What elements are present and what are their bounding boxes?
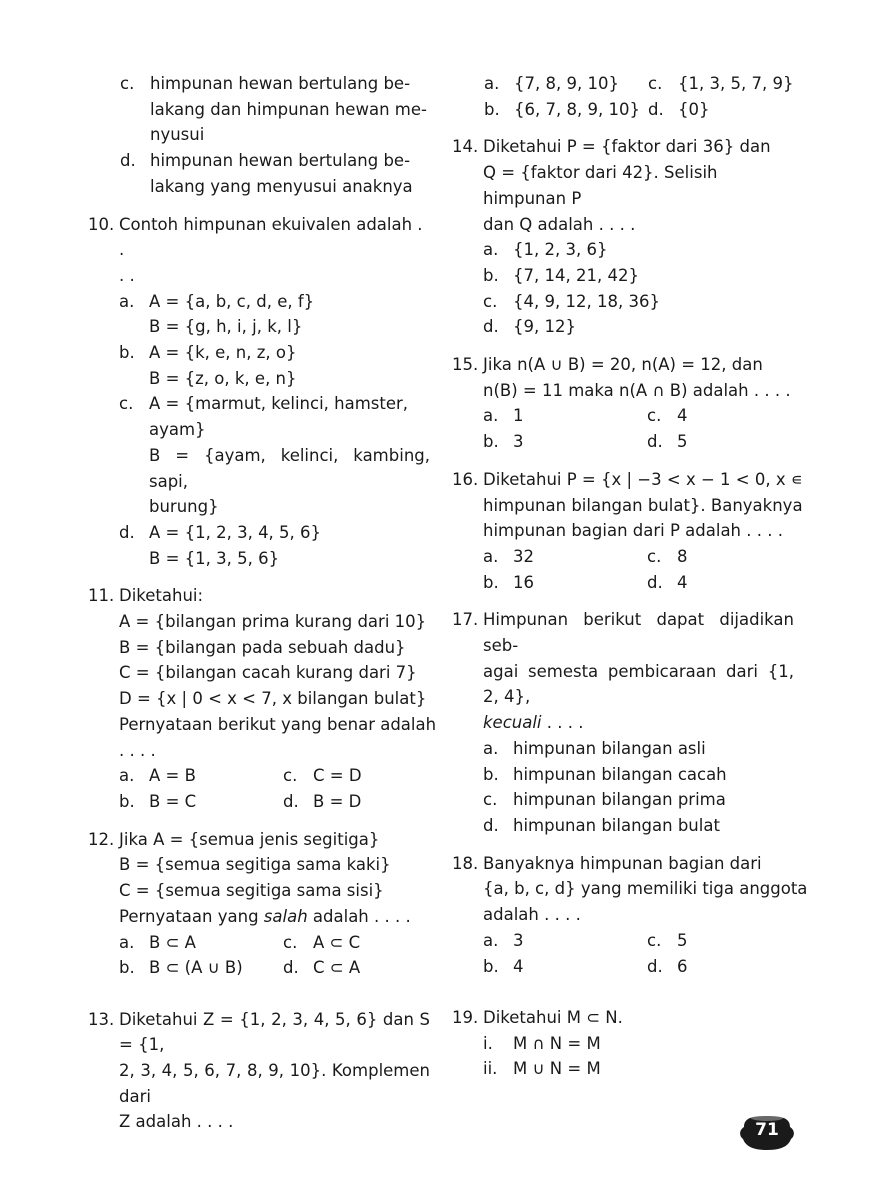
- question-stem: Contoh himpunan ekuivalen adalah . .: [119, 214, 423, 260]
- q10-option-c: [119, 391, 430, 520]
- option-text: {6, 7, 8, 9, 10}: [514, 99, 640, 119]
- question-stem: A = {bilangan prima kurang dari 10}: [119, 612, 427, 632]
- option-letter: d.: [119, 522, 135, 542]
- question-stem: dan Q adalah . . . .: [483, 214, 636, 234]
- option-letter: a.: [119, 932, 135, 952]
- question-stem: 2, 3, 4, 5, 6, 7, 8, 9, 10}. Komplemen dari: [119, 1061, 430, 1106]
- option-letter: d.: [483, 317, 499, 337]
- option-text: 5: [677, 930, 688, 950]
- q15-option-d: [647, 429, 811, 455]
- option-text: B = C: [149, 791, 197, 811]
- question-stem: himpunan bagian dari P adalah . . . .: [483, 521, 783, 541]
- question-number: 19.: [452, 1007, 479, 1027]
- stem-text: . . . .: [541, 713, 584, 733]
- option-text: himpunan bilangan bulat: [513, 815, 720, 835]
- option-letter: c.: [120, 74, 135, 93]
- question-stem: D = {x | 0 < x < 7, x bilangan bulat}: [119, 689, 427, 709]
- question-stem: Banyaknya himpunan bagian dari: [483, 853, 762, 873]
- option-letter: a.: [483, 930, 499, 950]
- q16-option-b: [483, 570, 647, 596]
- q17-option-c: [483, 787, 794, 813]
- question-19: [452, 1005, 794, 1082]
- question-stem: Jika n(A ∪ B) = 20, n(A) = 12, dan: [483, 355, 763, 375]
- question-stem: Jika A = {semua jenis segitiga}: [119, 829, 380, 849]
- option-text: lakang dan himpunan hewan me-: [150, 99, 427, 119]
- option-letter: c.: [647, 406, 662, 426]
- question-number: 18.: [452, 853, 479, 873]
- option-letter: d.: [647, 956, 663, 976]
- q12-option-b: [119, 955, 283, 981]
- option-text: lakang yang menyusui anaknya: [150, 176, 413, 196]
- option-text: C ⊂ A: [313, 958, 361, 978]
- q13-options-row-1: [484, 71, 794, 97]
- q12-options-row-1: [119, 930, 447, 956]
- q14-option-d: [483, 314, 794, 340]
- option-letter: c.: [648, 74, 663, 93]
- option-letter: a.: [483, 546, 499, 566]
- option-text: 4: [677, 406, 688, 426]
- option-text: A = {marmut, kelinci, hamster,: [149, 394, 409, 414]
- option-text: B = {z, o, k, e, n}: [149, 368, 297, 388]
- item-text: M ∪ N = M: [513, 1059, 601, 1079]
- question-10: [88, 212, 430, 572]
- question-stem: C = {bilangan cacah kurang dari 7}: [119, 663, 417, 683]
- q11-option-b: [119, 789, 283, 815]
- option-letter: c.: [647, 930, 662, 950]
- option-letter: b.: [483, 764, 499, 784]
- question-13-options: [484, 71, 794, 122]
- question-stem: C = {semua segitiga sama sisi}: [119, 881, 384, 901]
- question-number: 17.: [452, 610, 479, 630]
- q17-option-b: [483, 762, 794, 788]
- option-text: A ⊂ C: [313, 932, 361, 952]
- option-text: 5: [677, 432, 688, 452]
- page-number-badge: [738, 1112, 796, 1152]
- option-text: burung}: [149, 497, 219, 517]
- question-stem: . .: [119, 265, 135, 285]
- q18-option-c: [647, 928, 811, 954]
- question-stem: Diketahui P = {faktor dari 36} dan: [483, 137, 771, 157]
- q12-option-d: [283, 955, 447, 981]
- question-stem: Q = {faktor dari 42}. Selisih himpunan P: [483, 163, 718, 208]
- option-letter: c.: [483, 790, 498, 810]
- option-letter: c.: [283, 766, 298, 786]
- q14-option-c: [483, 289, 794, 315]
- option-text: B ⊂ (A ∪ B): [149, 958, 243, 978]
- question-stem: Diketahui M ⊂ N.: [483, 1007, 623, 1027]
- q10-option-a: [119, 289, 430, 340]
- q16-option-d: [647, 570, 811, 596]
- question-15: [452, 352, 794, 455]
- q18-option-a: [483, 928, 647, 954]
- question-number: 16.: [452, 469, 479, 489]
- question-stem: n(B) = 11 maka n(A ∩ B) adalah . . . .: [483, 380, 791, 400]
- question-number: 15.: [452, 355, 479, 375]
- option-text: 4: [677, 572, 688, 592]
- right-column: [452, 71, 808, 1082]
- question-number: 11.: [88, 586, 115, 606]
- option-text: A = {a, b, c, d, e, f}: [149, 291, 315, 311]
- q17-option-a: [483, 736, 794, 762]
- option-letter: a.: [119, 291, 135, 311]
- question-17: [452, 607, 794, 838]
- option-text: {9, 12}: [513, 317, 576, 337]
- question-12: [88, 827, 430, 981]
- q12-option-a: [119, 930, 283, 956]
- q16-option-a: [483, 544, 647, 570]
- question-stem: Diketahui P = {x | −3 < x − 1 < 0, x ∊: [483, 469, 803, 489]
- option-letter: d.: [120, 151, 136, 171]
- q13-option-c: [648, 71, 812, 97]
- left-column: [88, 71, 437, 1135]
- question-stem: Himpunan berikut dapat dijadikan seb-: [483, 610, 794, 656]
- option-text: A = {k, e, n, z, o}: [149, 343, 297, 363]
- option-text: 3: [513, 432, 524, 452]
- option-letter: d.: [283, 958, 299, 978]
- question-11: [88, 583, 437, 814]
- question-stem: B = {bilangan pada sebuah dadu}: [119, 637, 406, 657]
- option-text: himpunan hewan bertulang be-: [150, 74, 411, 93]
- q12-options-row-2: [119, 955, 447, 981]
- option-letter: a.: [484, 74, 500, 93]
- q19-item-ii: [483, 1056, 794, 1082]
- option-text: B ⊂ A: [149, 932, 196, 952]
- q9-option-c: [120, 71, 430, 148]
- option-text: 6: [677, 956, 688, 976]
- question-stem: agai semesta pembicaraan dari {1, 2, 4},: [483, 661, 794, 707]
- stem-text: adalah . . . .: [307, 906, 411, 926]
- q13-option-b: [484, 97, 648, 123]
- option-letter: a.: [483, 738, 499, 758]
- question-9-continued: [120, 71, 430, 200]
- q10-option-b: [119, 340, 430, 391]
- option-text: 8: [677, 546, 688, 566]
- option-letter: b.: [119, 958, 135, 978]
- option-text: 4: [513, 956, 524, 976]
- question-14: [452, 134, 794, 340]
- option-text: himpunan bilangan asli: [513, 738, 706, 758]
- option-text: {4, 9, 12, 18, 36}: [513, 291, 660, 311]
- q14-option-a: [483, 237, 794, 263]
- question-18: [452, 851, 808, 980]
- q15-option-c: [647, 403, 811, 429]
- option-letter: c.: [483, 291, 498, 311]
- option-letter: b.: [484, 99, 500, 119]
- option-text: nyusui: [150, 125, 205, 145]
- q12-option-c: [283, 930, 447, 956]
- question-stem: Z adalah . . . .: [119, 1112, 234, 1132]
- option-text: C = D: [313, 766, 362, 786]
- stem-emphasis: salah: [263, 906, 308, 926]
- q11-option-a: [119, 763, 283, 789]
- question-stem: Diketahui Z = {1, 2, 3, 4, 5, 6} dan S = {1,: [119, 1009, 430, 1055]
- option-letter: a.: [483, 240, 499, 260]
- q15-options-row-1: [483, 403, 811, 429]
- option-letter: b.: [483, 432, 499, 452]
- option-text: A = {1, 2, 3, 4, 5, 6}: [149, 522, 322, 542]
- item-label: i.: [483, 1033, 493, 1053]
- q18-options-row-1: [483, 928, 811, 954]
- q18-option-b: [483, 954, 647, 980]
- option-letter: d.: [647, 572, 663, 592]
- q9-option-d: [120, 148, 430, 199]
- option-text: {0}: [678, 99, 710, 119]
- q14-option-b: [483, 263, 794, 289]
- question-13: [88, 1007, 430, 1136]
- q13-option-d: [648, 97, 812, 123]
- option-text: 1: [513, 406, 524, 426]
- q13-options-row-2: [484, 97, 794, 123]
- q11-options-row-2: [119, 789, 447, 815]
- q11-option-d: [283, 789, 447, 815]
- item-label: ii.: [483, 1059, 498, 1079]
- q11-options-row-1: [119, 763, 447, 789]
- q17-option-d: [483, 813, 794, 839]
- option-letter: c.: [283, 932, 298, 952]
- page-number: 71: [755, 1120, 779, 1140]
- option-text: 3: [513, 930, 524, 950]
- option-letter: c.: [119, 394, 134, 414]
- option-text: B = {g, h, i, j, k, l}: [149, 317, 303, 337]
- option-text: {1, 2, 3, 6}: [513, 240, 608, 260]
- option-text: A = B: [149, 766, 196, 786]
- q15-option-b: [483, 429, 647, 455]
- question-stem: [119, 904, 447, 930]
- option-letter: b.: [119, 791, 135, 811]
- option-letter: b.: [119, 343, 135, 363]
- q16-option-c: [647, 544, 811, 570]
- option-letter: d.: [648, 99, 664, 119]
- question-number: 14.: [452, 137, 479, 157]
- q11-option-c: [283, 763, 447, 789]
- option-letter: a.: [119, 766, 135, 786]
- question-number: 12.: [88, 829, 115, 849]
- stem-emphasis: kecuali: [483, 713, 542, 733]
- option-text: {7, 8, 9, 10}: [514, 74, 619, 93]
- question-stem: Diketahui:: [119, 586, 204, 606]
- q13-option-a: [484, 71, 648, 97]
- question-stem: himpunan bilangan bulat}. Banyaknya: [483, 495, 803, 515]
- question-stem: . . . .: [119, 740, 156, 760]
- option-text: B = {1, 3, 5, 6}: [149, 548, 280, 568]
- option-letter: b.: [483, 572, 499, 592]
- q18-option-d: [647, 954, 811, 980]
- option-text: himpunan hewan bertulang be-: [150, 151, 411, 171]
- option-text: {7, 14, 21, 42}: [513, 265, 639, 285]
- q16-options-row-1: [483, 544, 811, 570]
- option-letter: b.: [483, 956, 499, 976]
- question-stem: B = {semua segitiga sama kaki}: [119, 855, 391, 875]
- item-text: M ∩ N = M: [513, 1033, 601, 1053]
- option-letter: d.: [647, 432, 663, 452]
- q16-options-row-2: [483, 570, 811, 596]
- question-16: [452, 467, 803, 596]
- question-stem: Pernyataan berikut yang benar adalah: [119, 714, 437, 734]
- option-text: ayam}: [149, 420, 206, 440]
- option-text: himpunan bilangan cacah: [513, 764, 727, 784]
- option-text: {1, 3, 5, 7, 9}: [678, 74, 794, 93]
- option-text: himpunan bilangan prima: [513, 790, 726, 810]
- option-text: 16: [513, 572, 534, 592]
- q15-options-row-2: [483, 429, 811, 455]
- question-stem: [483, 710, 794, 736]
- option-letter: a.: [483, 406, 499, 426]
- option-letter: b.: [483, 265, 499, 285]
- option-text: B = {ayam, kelinci, kambing, sapi,: [149, 445, 430, 491]
- option-letter: c.: [647, 546, 662, 566]
- option-letter: d.: [483, 815, 499, 835]
- q18-options-row-2: [483, 954, 811, 980]
- q15-option-a: [483, 403, 647, 429]
- question-number: 13.: [88, 1009, 115, 1029]
- question-stem: adalah . . . .: [483, 905, 581, 925]
- stem-text: Pernyataan yang: [119, 906, 264, 926]
- q10-option-d: [119, 520, 430, 571]
- option-letter: d.: [283, 791, 299, 811]
- option-text: B = D: [313, 791, 362, 811]
- question-stem: {a, b, c, d} yang memiliki tiga anggota: [483, 879, 808, 899]
- question-number: 10.: [88, 214, 115, 234]
- option-text: 32: [513, 546, 534, 566]
- q19-item-i: [483, 1031, 794, 1057]
